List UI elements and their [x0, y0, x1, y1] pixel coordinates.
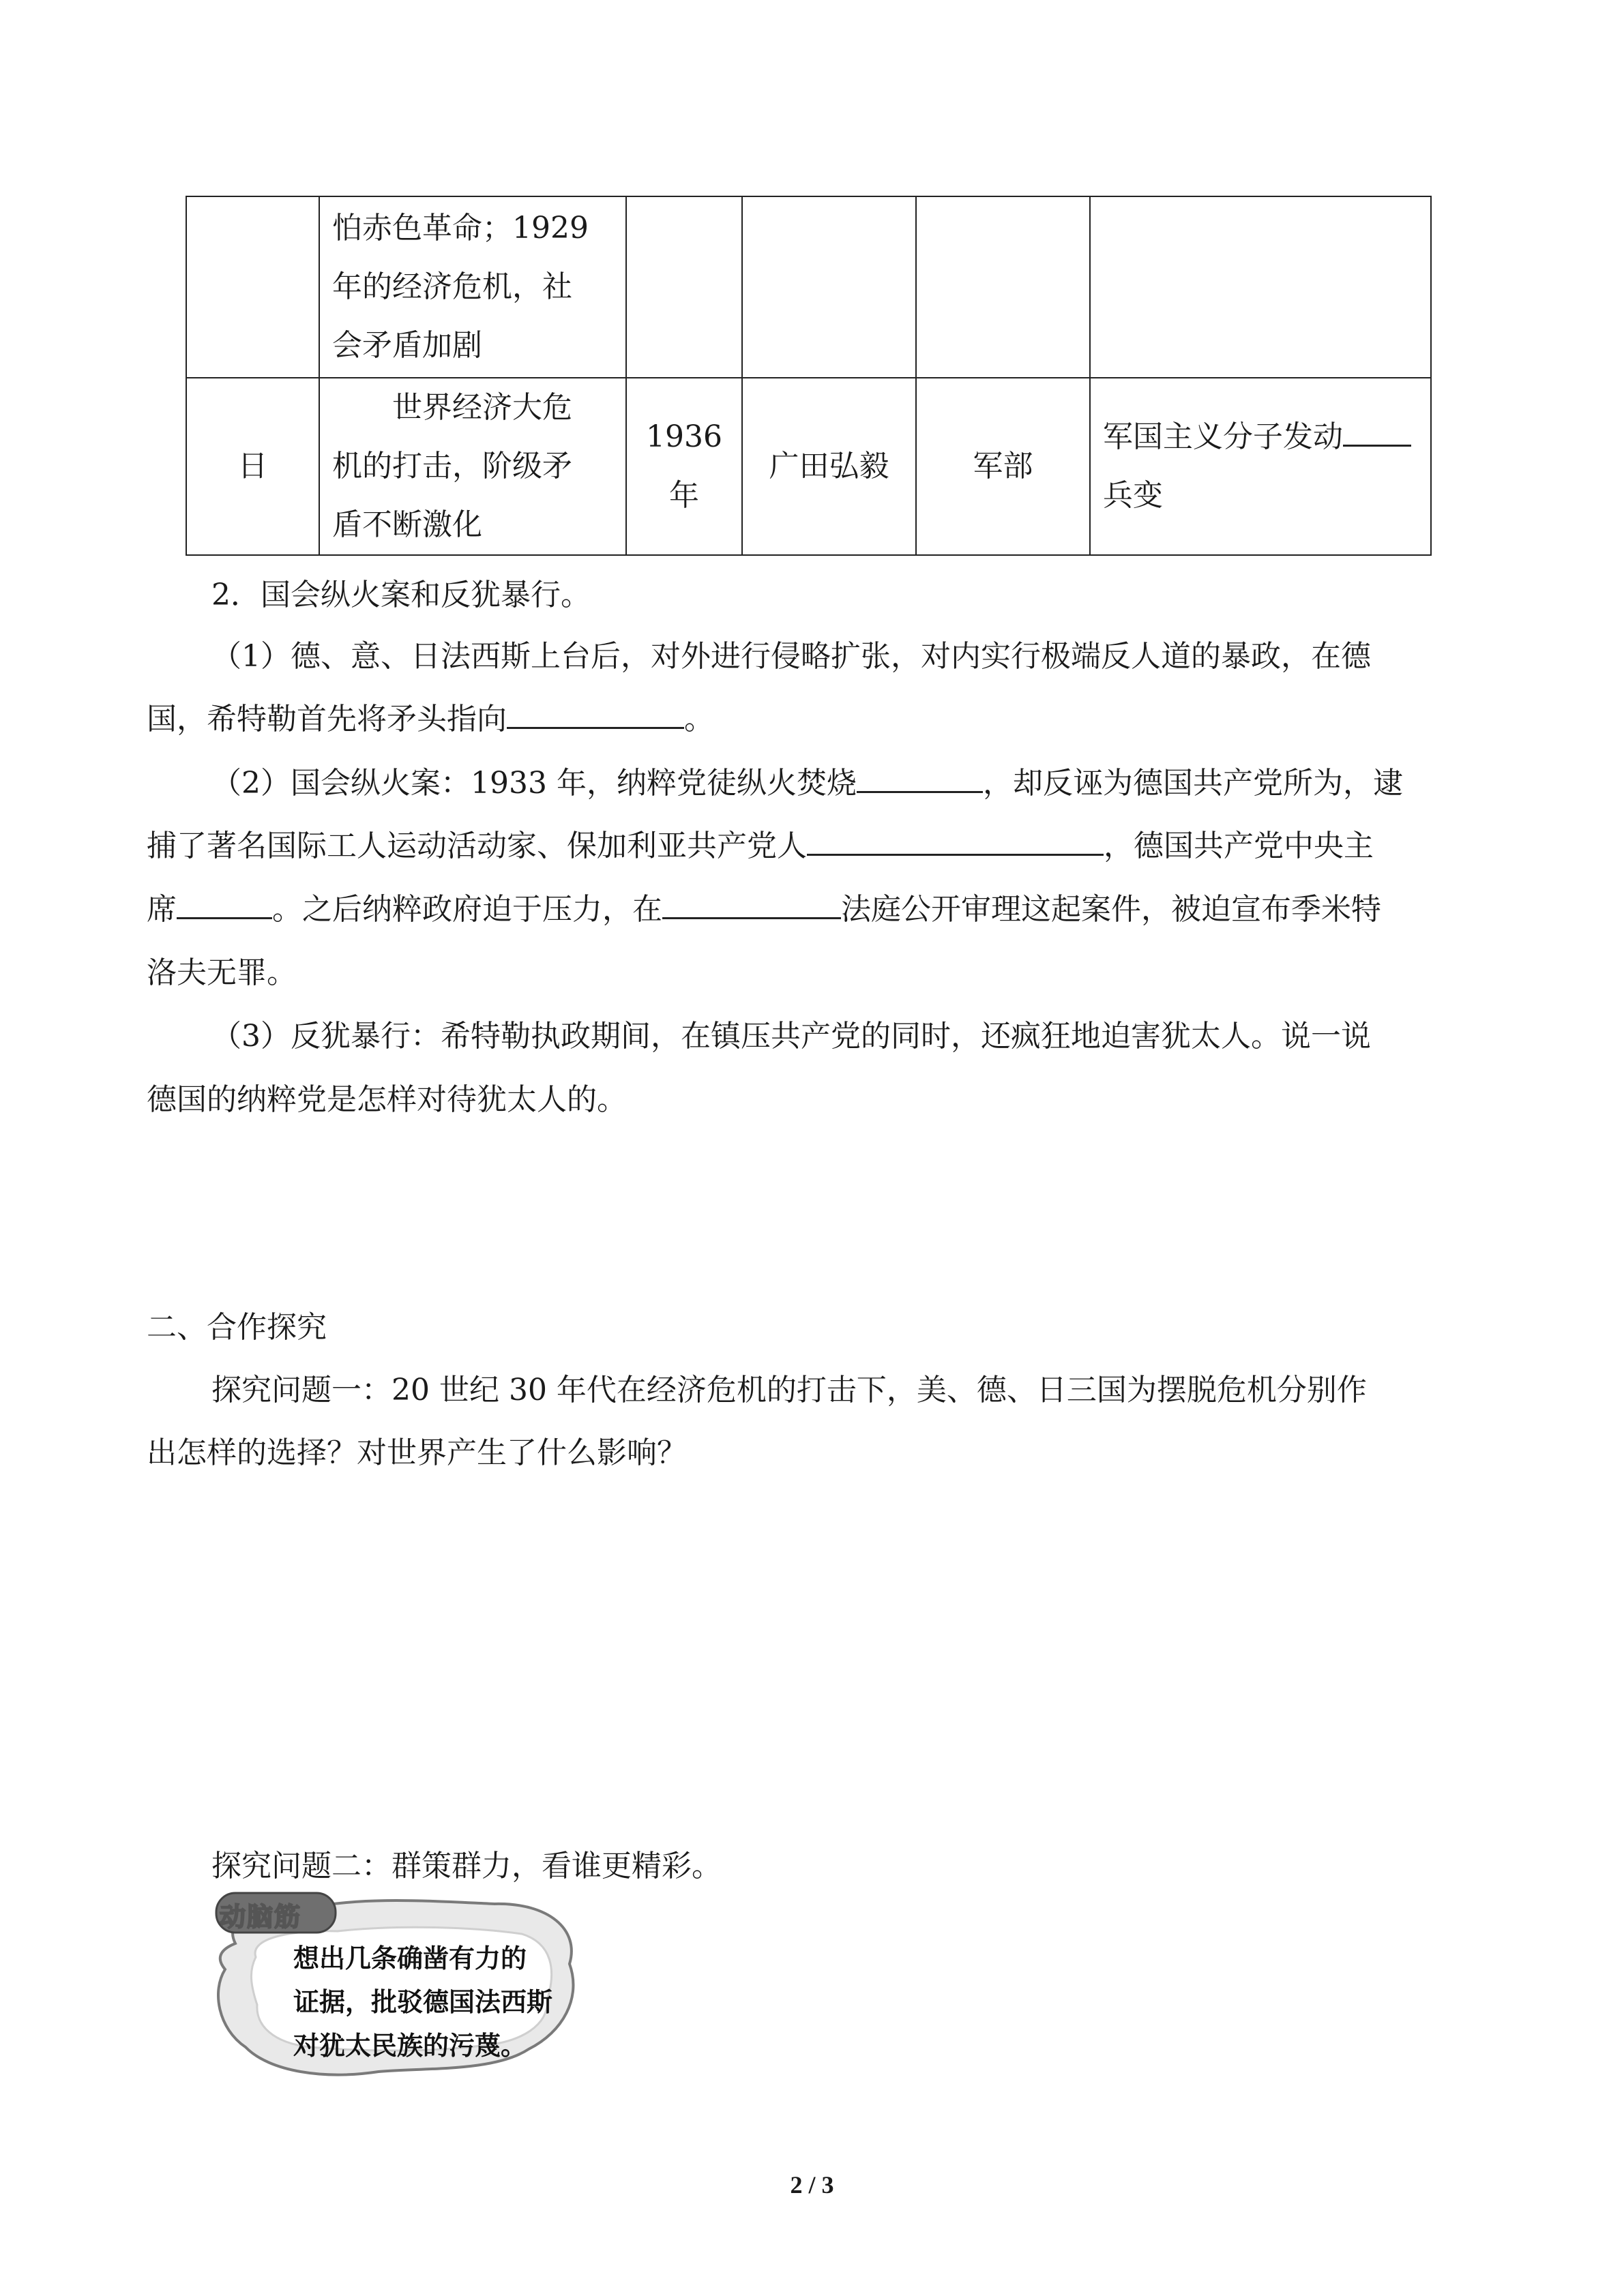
- table-row: [186, 196, 1431, 378]
- party-cell: [916, 196, 1090, 378]
- question-text: 出怎样的选择？对世界产生了什么影响？: [147, 1435, 687, 1470]
- year-line: 1936: [646, 419, 722, 454]
- bubble-title: 动脑筋: [220, 1902, 302, 1932]
- year-cell: [626, 378, 742, 555]
- bubble-line: 想出几条确凿有力的: [293, 1943, 527, 1973]
- answer-blank[interactable]: [807, 821, 1104, 856]
- question-text: [147, 814, 1374, 878]
- question-text: [211, 751, 1403, 816]
- question-fragment: 。: [684, 702, 714, 736]
- question-text: [147, 687, 714, 751]
- party-cell: 军部: [916, 378, 1090, 555]
- section-heading: 二、合作探究: [147, 1310, 327, 1345]
- reason-cell: [319, 378, 626, 555]
- reason-line: 世界经济大危: [392, 390, 572, 425]
- table-row: [186, 378, 1431, 555]
- question-fragment: 捕了著名国际工人运动活动家、保加利亚共产党人: [147, 829, 807, 863]
- year-line: 年: [669, 478, 699, 513]
- answer-blank[interactable]: [507, 694, 684, 729]
- question-fragment: （2）国会纵火案：1933 年，纳粹党徒纵火焚烧: [211, 766, 857, 801]
- fascism-table: [186, 196, 1432, 556]
- leader-cell: 广田弘毅: [742, 378, 916, 555]
- event-prefix: 军国主义分子发动: [1103, 419, 1343, 454]
- question-text: （1）德、意、日法西斯上台后，对外进行侵略扩张，对内实行极端反人道的暴政，在德: [211, 639, 1371, 674]
- reason-line: 机的打击，阶级矛: [332, 449, 572, 483]
- question-fragment: 法庭公开审理这起案件，被迫宣布季米特: [841, 892, 1381, 927]
- question-text: （3）反犹暴行：希特勒执政期间，在镇压共产党的同时，还疯狂地迫害犹太人。说一说: [211, 1019, 1371, 1054]
- event-cell: [1090, 378, 1431, 555]
- event-suffix: 兵变: [1103, 478, 1163, 513]
- question-text: 探究问题二：群策群力，看谁更精彩。: [211, 1849, 722, 1883]
- answer-blank[interactable]: [662, 884, 841, 919]
- question-fragment: 席: [147, 892, 177, 927]
- answer-blank[interactable]: [857, 758, 983, 793]
- question-fragment: ，德国共产党中央主: [1104, 829, 1374, 863]
- reason-cell: [319, 196, 626, 378]
- question-text: 探究问题一：20 世纪 30 年代在经济危机的打击下，美、德、日三国为摆脱危机分别作: [211, 1373, 1367, 1407]
- answer-blank[interactable]: [177, 884, 272, 919]
- question-text: [147, 878, 1381, 942]
- country-cell: 日: [186, 378, 319, 555]
- event-cell: [1090, 196, 1431, 378]
- country-cell: [186, 196, 319, 378]
- bubble-text: [293, 1937, 552, 2068]
- year-cell: [626, 196, 742, 378]
- bubble-line: 证据，批驳德国法西斯: [293, 1987, 553, 2017]
- answer-blank[interactable]: [1343, 413, 1411, 447]
- reason-line: 年的经济危机，社: [332, 269, 572, 304]
- question-title: 2．国会纵火案和反犹暴行。: [211, 578, 591, 612]
- question-fragment: 。之后纳粹政府迫于压力，在: [272, 892, 662, 927]
- question-text: 德国的纳粹党是怎样对待犹太人的。: [147, 1082, 627, 1117]
- bubble-line: 对犹太民族的污蔑。: [293, 2031, 527, 2061]
- question-fragment: ，却反诬为德国共产党所为，逮: [982, 766, 1403, 801]
- page-number: 2 / 3: [790, 2171, 834, 2198]
- reason-line: 怕赤色革命；1929: [332, 211, 589, 245]
- question-text: 洛夫无罪。: [147, 955, 297, 990]
- question-fragment: 国，希特勒首先将矛头指向: [147, 702, 507, 736]
- reason-line: 会矛盾加剧: [332, 328, 482, 363]
- reason-line: 盾不断激化: [332, 507, 482, 542]
- leader-cell: [742, 196, 916, 378]
